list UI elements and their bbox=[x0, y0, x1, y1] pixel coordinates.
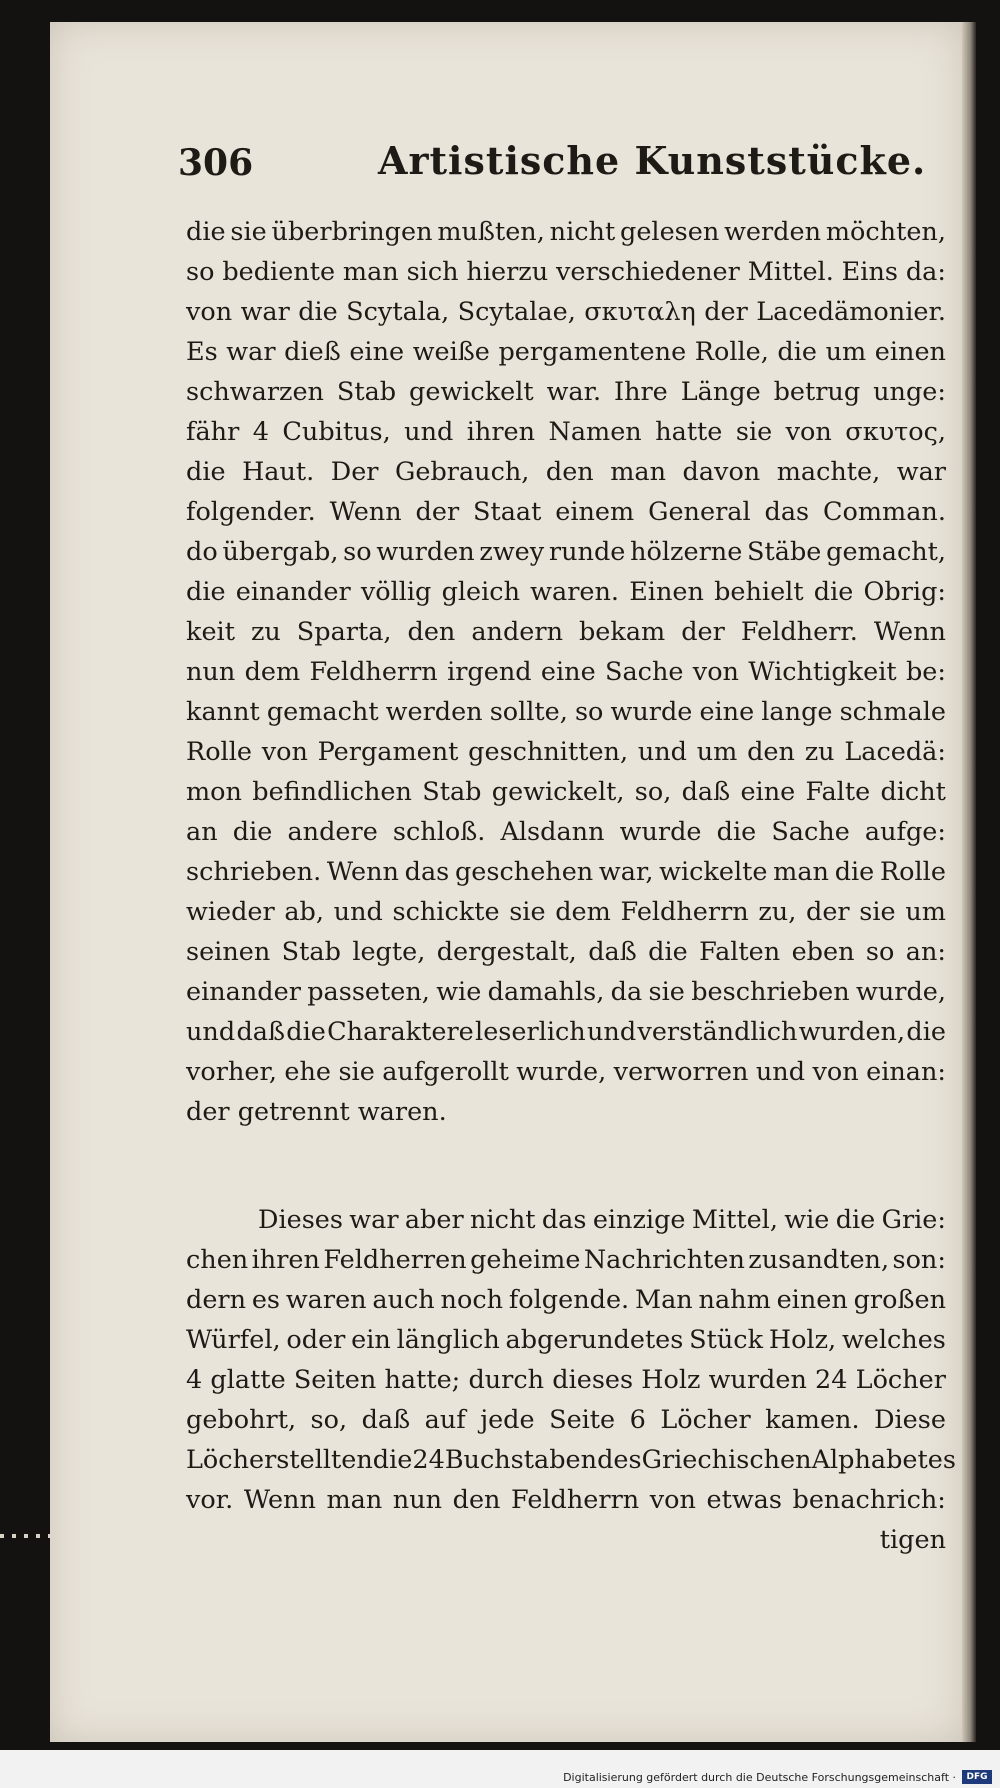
text-line: einander passeten, wie damahls, da sie beschrieben wurde, bbox=[186, 977, 946, 1007]
text-line: wieder ab, und schickte sie dem Feldherrn zu, der sie um bbox=[186, 897, 946, 927]
page-edge-shadow bbox=[962, 22, 976, 1742]
text-line: nun dem Feldherrn irgend eine Sache von Wichtigkeit be: bbox=[186, 657, 946, 687]
body-text bbox=[186, 212, 956, 1560]
text-line: vorher, ehe sie aufgerollt wurde, verworren und von einan: bbox=[186, 1057, 946, 1087]
text-line: Rolle von Pergament geschnitten, und um den zu Lacedä: bbox=[186, 737, 946, 767]
text-line: Dieses war aber nicht das einzige Mittel, wie die Grie: bbox=[258, 1205, 946, 1235]
text-line: an die andere schloß. Alsdann wurde die Sache aufge: bbox=[186, 817, 946, 847]
text-line: 4 glatte Seiten hatte; durch dieses Holz wurden 24 Löcher bbox=[186, 1365, 946, 1395]
text-line: Löcher stellten die 24 Buchstaben des Griechischen Alphabetes bbox=[186, 1445, 956, 1475]
text-line: die Haut. Der Gebrauch, den man davon machte, war bbox=[186, 457, 946, 487]
running-title: Artistische Kunststücke. bbox=[378, 138, 927, 183]
page-number: 306 bbox=[178, 142, 254, 184]
text-line: gebohrt, so, daß auf jede Seite 6 Löcher kamen. Diese bbox=[186, 1405, 946, 1435]
text-line: und daß die Charaktere leserlich und verständlich wurden, die bbox=[186, 1017, 946, 1047]
text-line: fähr 4 Cubitus, und ihren Namen hatte sie von σκυτος, bbox=[186, 417, 946, 447]
text-line: dern es waren auch noch folgende. Man nahm einen großen bbox=[186, 1285, 946, 1315]
text-line: so bediente man sich hierzu verschiedener Mittel. Eins da: bbox=[186, 257, 946, 287]
margin-marks bbox=[0, 1534, 50, 1538]
text-line: chen ihren Feldherren geheime Nachrichten zusandten, son: bbox=[186, 1245, 946, 1275]
text-line: die sie überbringen mußten, nicht gelesen werden möchten, bbox=[186, 217, 946, 247]
text-line: seinen Stab legte, dergestalt, daß die Falten eben so an: bbox=[186, 937, 946, 967]
catchword: tigen bbox=[879, 1525, 946, 1555]
paragraph-1 bbox=[186, 212, 946, 1132]
text-line: Es war dieß eine weiße pergamentene Rolle, die um einen bbox=[186, 337, 946, 367]
text-line: schwarzen Stab gewickelt war. Ihre Länge betrug unge: bbox=[186, 377, 946, 407]
text-line: mon befindlichen Stab gewickelt, so, daß eine Falte dicht bbox=[186, 777, 946, 807]
text-line: Würfel, oder ein länglich abgerundetes Stück Holz, welches bbox=[186, 1325, 946, 1355]
text-line: der getrennt waren. bbox=[186, 1097, 447, 1127]
text-line: die einander völlig gleich waren. Einen behielt die Obrig: bbox=[186, 577, 946, 607]
paragraph-2 bbox=[186, 1200, 956, 1560]
text-line: von war die Scytala, Scytalae, σκυταλη der Lacedämonier. bbox=[186, 297, 946, 327]
text-line: kannt gemacht werden sollte, so wurde eine lange schmale bbox=[186, 697, 946, 727]
text-line: keit zu Sparta, den andern bekam der Feldherr. Wenn bbox=[186, 617, 946, 647]
text-line: folgender. Wenn der Staat einem General das Comman. bbox=[186, 497, 946, 527]
text-line: schrieben. Wenn das geschehen war, wickelte man die Rolle bbox=[186, 857, 946, 887]
funding-credit: Digitalisierung gefördert durch die Deutsche Forschungsgemeinschaft · bbox=[563, 1771, 956, 1784]
dfg-logo: DFG bbox=[962, 1770, 992, 1784]
text-line: vor. Wenn man nun den Feldherrn von etwas benachrich: bbox=[186, 1485, 946, 1515]
text-line: do übergab, so wurden zwey runde hölzerne Stäbe gemacht, bbox=[186, 537, 946, 567]
page-header bbox=[178, 138, 938, 198]
